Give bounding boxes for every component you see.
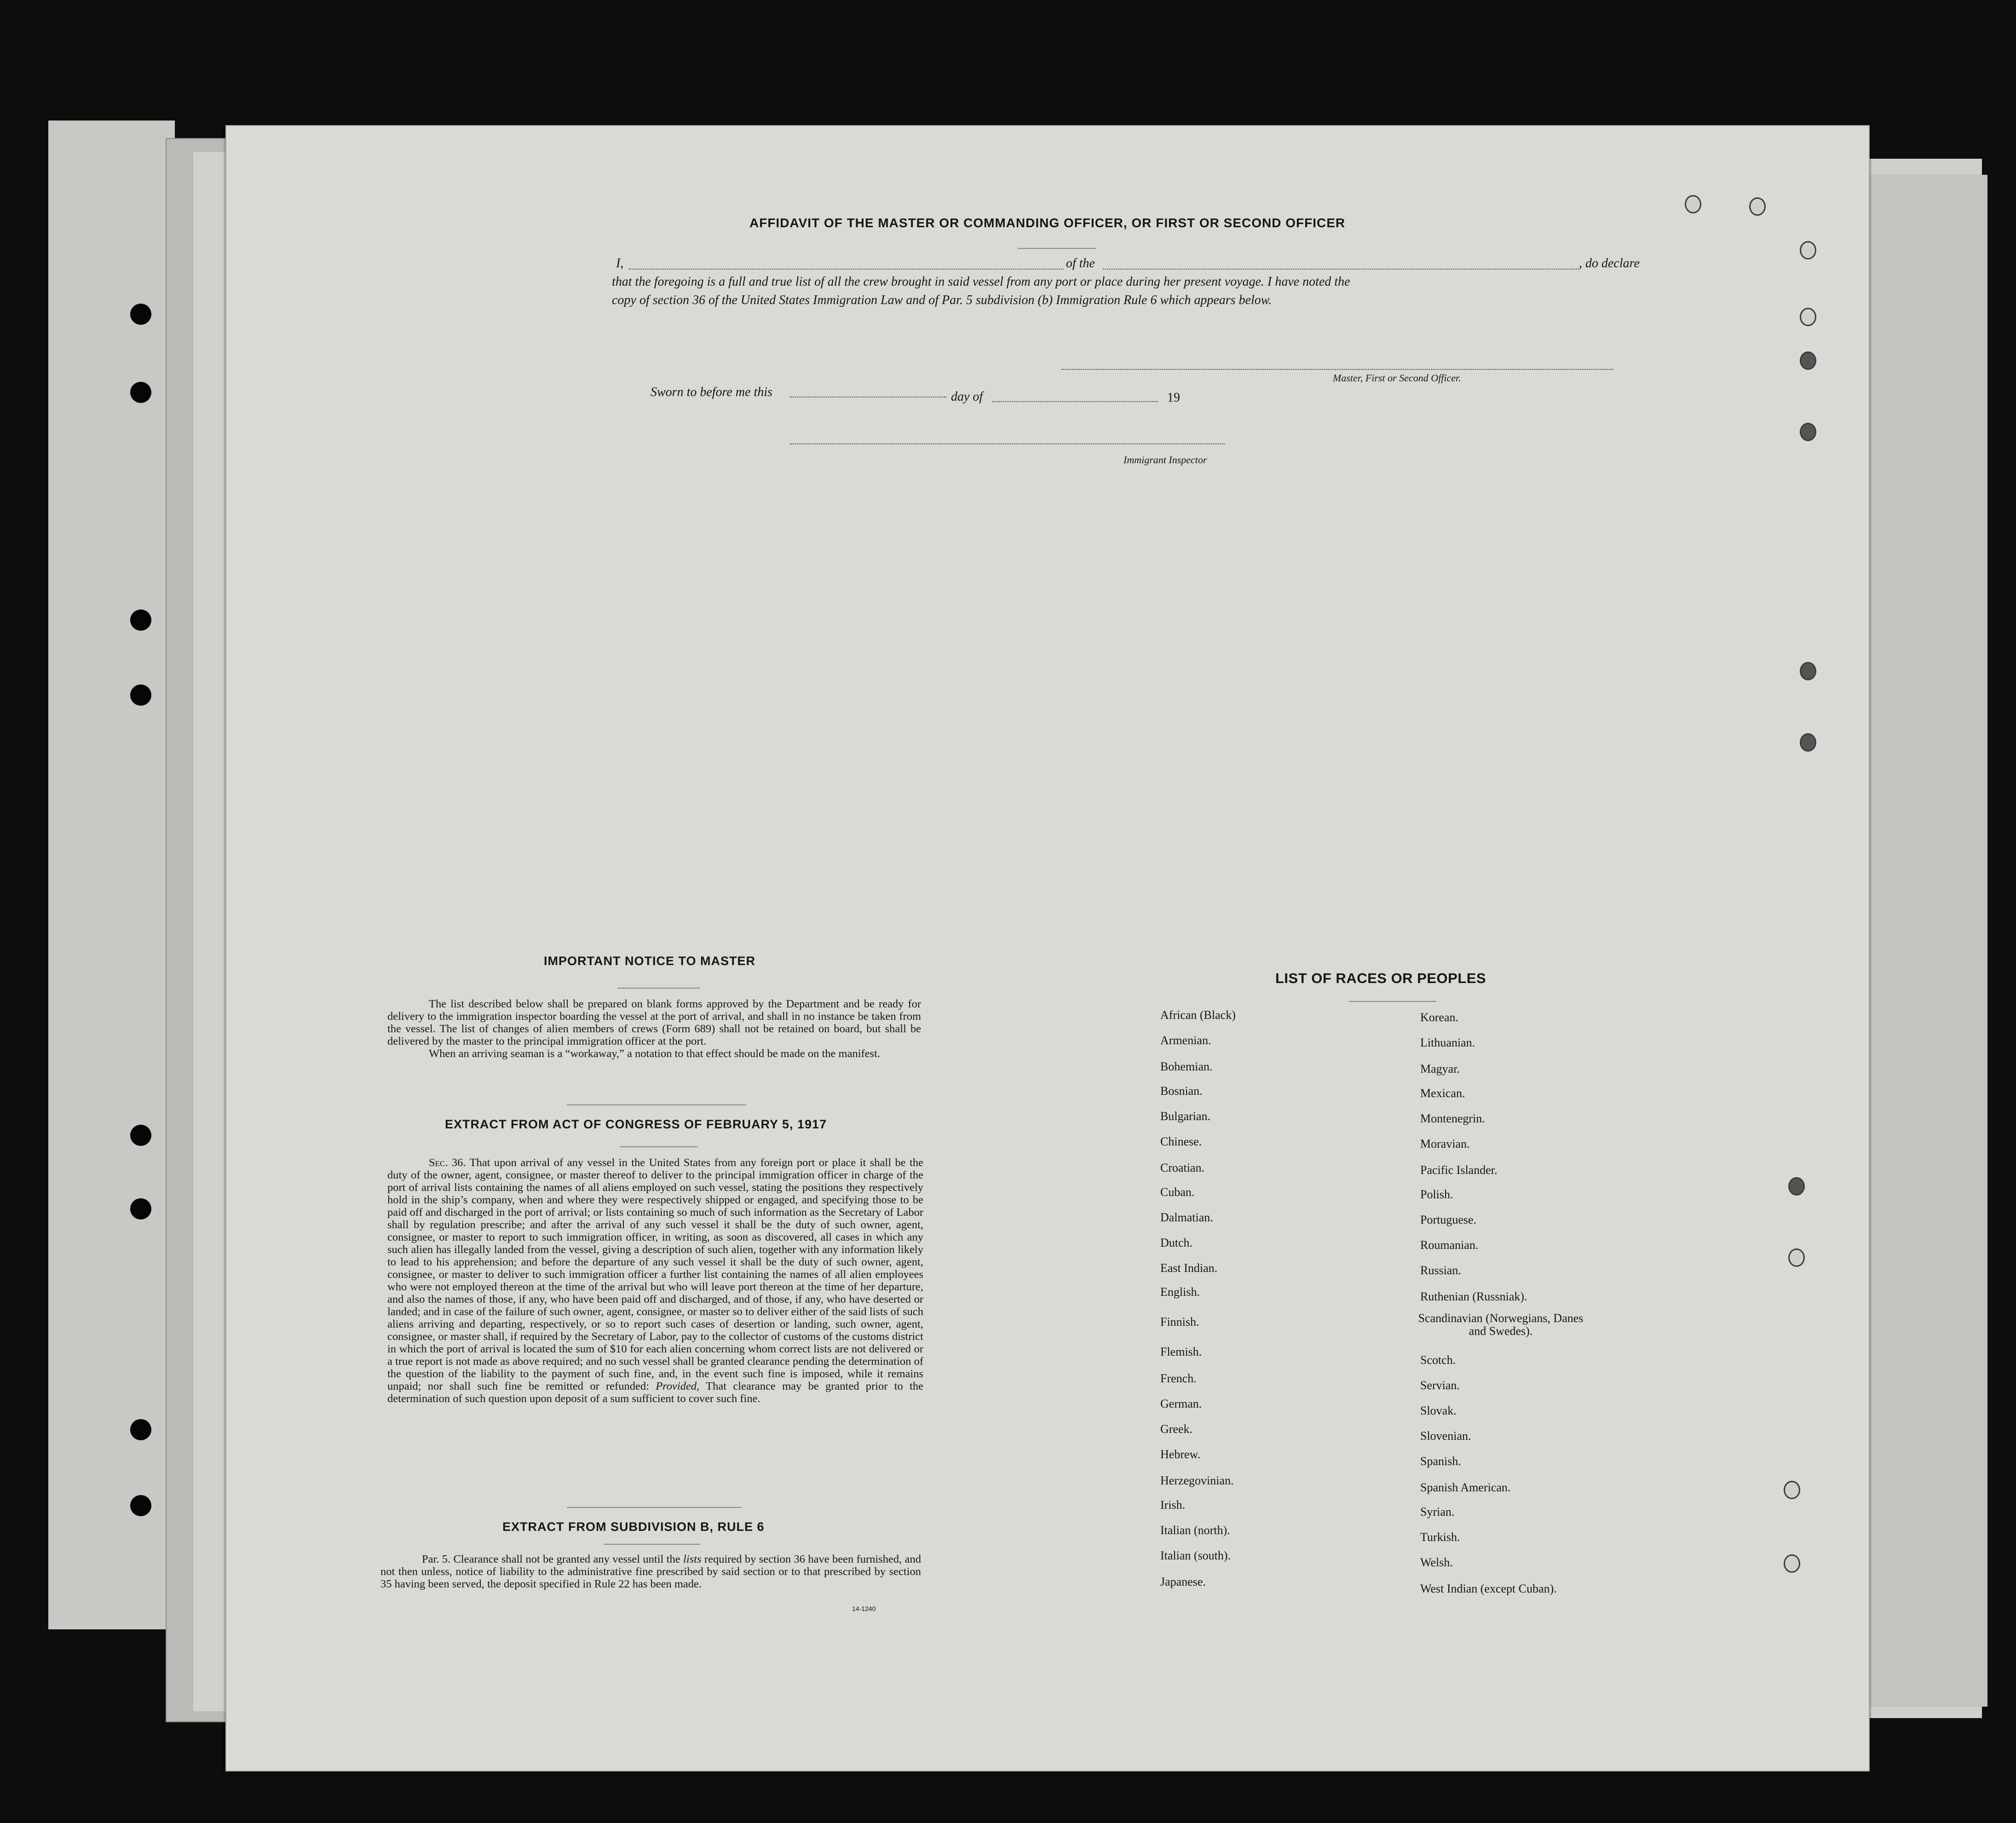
race-item: Servian.: [1420, 1379, 1460, 1392]
manifest-page: [225, 125, 1870, 1771]
signature-line: [1061, 369, 1613, 370]
binder-hole-icon: [130, 1495, 151, 1516]
race-item: French.: [1160, 1372, 1197, 1385]
race-item: Montenegrin.: [1420, 1112, 1485, 1125]
divider: [620, 1146, 698, 1147]
punch-ring-icon: [1685, 195, 1701, 213]
year-label: 19: [1167, 391, 1180, 405]
form-number: 14-1240: [852, 1605, 876, 1612]
race-item: African (Black): [1160, 1008, 1236, 1022]
race-item: English.: [1160, 1285, 1200, 1299]
divider: [617, 988, 700, 989]
punch-ring-icon: [1800, 351, 1816, 370]
divider: [1018, 248, 1096, 249]
affidavit-declare: , do declare: [1579, 256, 1640, 270]
race-item: Scandinavian (Norwegians, Danes and Swedes).: [1418, 1311, 1584, 1338]
race-item: Japanese.: [1160, 1575, 1206, 1588]
section-36-tail: That clearance may be granted prior to the determination of such question upon deposit of a sum sufficient to cover such fine.: [387, 1380, 924, 1405]
punch-ring-icon: [1784, 1554, 1800, 1573]
race-item: Russian.: [1420, 1264, 1461, 1277]
race-item: Dalmatian.: [1160, 1211, 1213, 1224]
race-item: Spanish American.: [1420, 1481, 1511, 1494]
race-item: Polish.: [1420, 1188, 1453, 1201]
act-extract-title: EXTRACT FROM ACT OF CONGRESS OF FEBRUARY 5, 1917: [445, 1117, 827, 1131]
race-item: Pacific Islander.: [1420, 1163, 1498, 1177]
punch-ring-icon: [1788, 1248, 1805, 1267]
race-item: Spanish.: [1420, 1455, 1461, 1468]
race-item: Bosnian.: [1160, 1084, 1203, 1098]
race-item: Cuban.: [1160, 1185, 1195, 1199]
provided-word: Provided,: [656, 1380, 700, 1392]
rule-extract-title: EXTRACT FROM SUBDIVISION B, RULE 6: [502, 1520, 765, 1534]
race-item: Korean.: [1420, 1011, 1459, 1024]
punch-ring-icon: [1788, 1177, 1805, 1196]
binder-hole-icon: [130, 1419, 151, 1440]
race-item: Lithuanian.: [1420, 1036, 1475, 1049]
race-item: Croatian.: [1160, 1161, 1205, 1174]
race-item: Irish.: [1160, 1498, 1186, 1512]
race-item: Hebrew.: [1160, 1448, 1201, 1461]
binder-left-strip: [48, 121, 175, 1629]
affidavit-i: I,: [616, 256, 624, 270]
name-blank: [629, 269, 1064, 270]
binder-hole-icon: [130, 1125, 151, 1146]
binder-hole-icon: [130, 304, 151, 325]
race-item: Greek.: [1160, 1422, 1193, 1436]
inspector-signature-line: [790, 443, 1225, 444]
race-item: Finnish.: [1160, 1315, 1199, 1328]
lists-word: lists: [683, 1553, 702, 1565]
affidavit-of-the: of the: [1066, 256, 1095, 270]
races-title: LIST OF RACES OR PEOPLES: [1275, 970, 1486, 986]
race-item: Herzegovinian.: [1160, 1474, 1234, 1487]
sworn-label: Sworn to before me this: [651, 385, 772, 399]
notice-paragraph-1: The list described below shall be prepared on blank forms approved by the Department and be ready for delivery to the immigration inspector boarding the vessel at the port of arrival, and shall in no instance be taken from the vessel. The list of changes of alien members of crews (Form 689) shall not be retained on board, but shall be delivered by the master to the principal immigration officer at the port.: [387, 998, 921, 1047]
race-item: Italian (north).: [1160, 1524, 1230, 1537]
sworn-month-blank: [992, 401, 1158, 402]
section-36-text: [387, 1156, 923, 1506]
vessel-blank: [1103, 269, 1579, 270]
race-item: Syrian.: [1420, 1505, 1455, 1518]
race-item: Italian (south).: [1160, 1549, 1231, 1562]
binder-hole-icon: [130, 610, 151, 631]
race-item: Flemish.: [1160, 1345, 1202, 1358]
punch-ring-icon: [1800, 308, 1816, 326]
notice-title: IMPORTANT NOTICE TO MASTER: [544, 954, 755, 968]
binder-hole-icon: [130, 382, 151, 403]
race-item: Moravian.: [1420, 1137, 1470, 1150]
race-item: Chinese.: [1160, 1135, 1202, 1148]
affidavit-title: AFFIDAVIT OF THE MASTER OR COMMANDING OFFICER, OR FIRST OR SECOND OFFICER: [749, 216, 1346, 230]
race-item: German.: [1160, 1397, 1202, 1410]
race-item: Armenian.: [1160, 1034, 1211, 1047]
binder-hole-icon: [130, 684, 151, 706]
notice-paragraph-2: When an arriving seaman is a “workaway,” a notation to that effect should be made on the manifest.: [429, 1047, 881, 1060]
day-of-label: day of: [951, 390, 983, 404]
race-item: Welsh.: [1420, 1556, 1453, 1569]
race-item: Magyar.: [1420, 1062, 1460, 1075]
par-5-text: [380, 1553, 921, 1590]
race-item: Bulgarian.: [1160, 1110, 1211, 1123]
race-item: Mexican.: [1420, 1087, 1465, 1100]
divider: [604, 1544, 700, 1545]
race-item: Dutch.: [1160, 1236, 1193, 1249]
punch-ring-icon: [1800, 241, 1816, 259]
section-36-body: That upon arrival of any vessel in the United States from any foreign port or place it shall be the duty of the owner, agent, consignee, or master thereof to deliver to the principal immigration officer in charge of the port of arrival lists containing the names of all aliens employed on such vessel, stating the positions they respectively hold in the ship’s company, when and where they were respectively shipped or engaged, and specifying those to be paid off and discharged in the port of arrival; or lists containing so much of such information as the Secretary of Labor shall by regulation prescribe; and after the arrival of any such vessel it shall be the duty of such owner, agent, consignee, or master to report to such immigration officer, in writing, as soon as discovered, all cases in which any such alien has illegally landed from the vessel, giving a description of such alien, together with any information likely to lead to his apprehension; and before the departure of any such vessel it shall be the duty of such owner, agent, consignee, or master to deliver to such immigration officer a further list containing the names of all alien employees who were not employed thereon at the time of the arrival but who will leave port thereon at the time of her departure, and also the names of those, if any, who have been paid off and discharged, and of those, if any, who have deserted or landed; and in case of the failure of such owner, agent, consignee, or master so to deliver either of the said lists of such aliens arriving and departing, respectively, or so to report such cases of desertion or landing, such owner, agent, consignee, or master shall, if required by the Secretary of Labor, pay to the collector of customs of the customs district in which the port of arrival is located the sum of $10 for each alien concerning whom correct lists are not delivered or a true report is not made as above required; and no such vessel shall be granted clearance pending the determination of the question of the liability to the payment of such fine, and, in the event such fine is imposed, while it remains unpaid; nor shall such fine be remitted or refunded:: [387, 1156, 923, 1392]
race-item: East Indian.: [1160, 1261, 1218, 1275]
divider: [567, 1507, 742, 1508]
race-item: Roumanian.: [1420, 1238, 1479, 1252]
punch-ring-icon: [1800, 423, 1816, 441]
punch-ring-icon: [1749, 197, 1766, 216]
race-item: Slovak.: [1420, 1404, 1457, 1417]
par-5-body-a: Par. 5. Clearance shall not be granted any vessel until the: [422, 1553, 680, 1565]
inspector-caption: Immigrant Inspector: [1123, 454, 1207, 466]
signature-caption: Master, First or Second Officer.: [1333, 372, 1461, 384]
race-item: Turkish.: [1420, 1530, 1460, 1544]
affidavit-line-2: that the foregoing is a full and true list of all the crew brought in said vessel from any port or place during her present voyage. I have noted the: [612, 275, 1350, 289]
race-item: Portuguese.: [1420, 1213, 1477, 1226]
punch-ring-icon: [1784, 1481, 1800, 1499]
divider: [567, 1104, 746, 1105]
race-item: Ruthenian (Russniak).: [1420, 1290, 1527, 1303]
punch-ring-icon: [1800, 662, 1816, 680]
par-5-body-b: required by section 36 have been furnished, and not then unless, notice of liability to the administrative fine prescribed by said section or to that prescribed by section 35 having been served, the deposit specified in Rule 22 has been made.: [380, 1553, 922, 1590]
section-label: Sec. 36.: [429, 1156, 466, 1169]
punch-ring-icon: [1800, 733, 1816, 752]
binder-hole-icon: [130, 1198, 151, 1219]
race-item: Bohemian.: [1160, 1060, 1213, 1073]
race-item: West Indian (except Cuban).: [1420, 1582, 1557, 1595]
affidavit-line-3: copy of section 36 of the United States Immigration Law and of Par. 5 subdivision (b) Immigration Rule 6 which appears below.: [612, 293, 1272, 307]
race-item: Scotch.: [1420, 1353, 1456, 1367]
race-item: Slovenian.: [1420, 1429, 1471, 1443]
divider: [1349, 1001, 1436, 1002]
